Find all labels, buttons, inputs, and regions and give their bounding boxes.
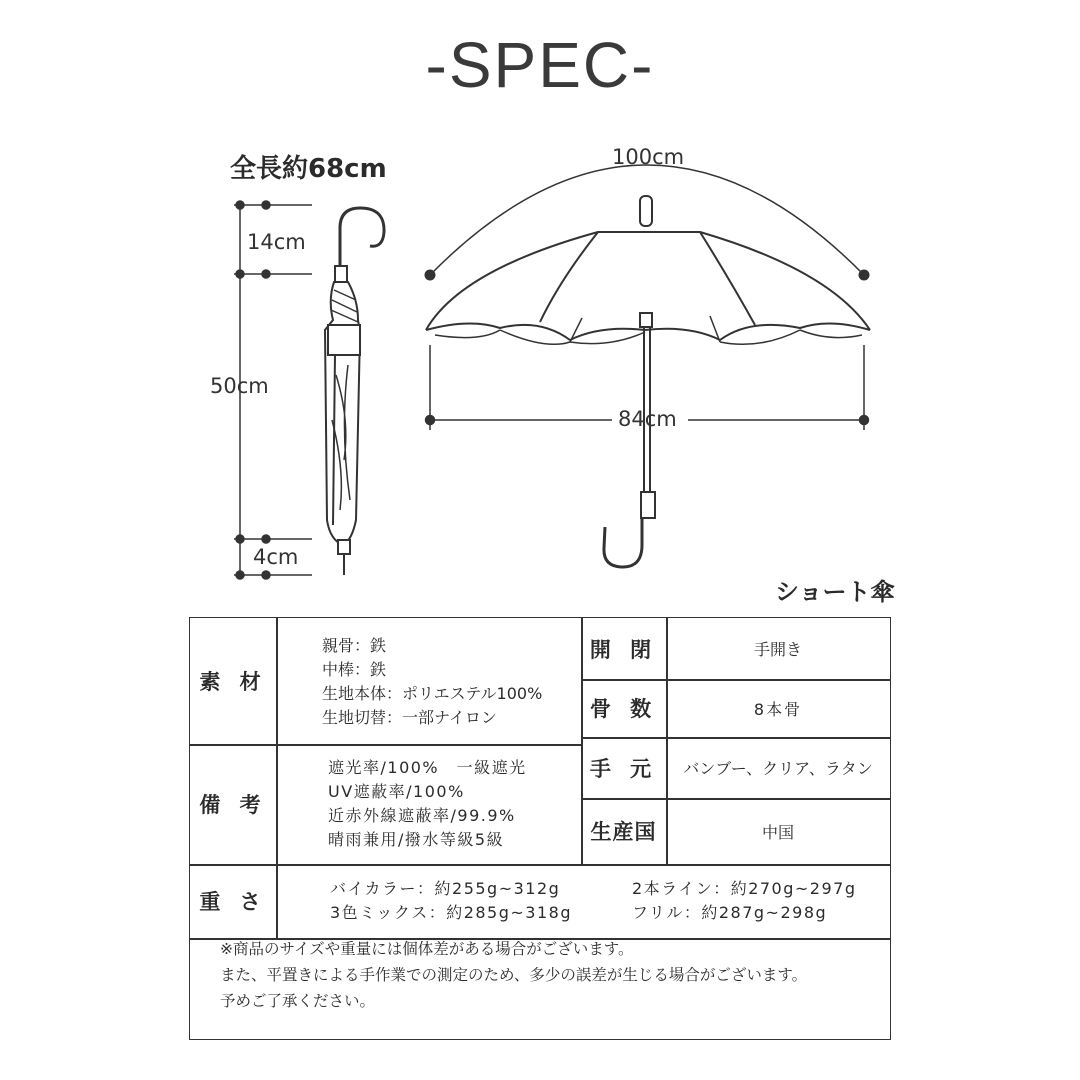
body-length-label: 50cm [210, 374, 269, 398]
notes-line: UV遮蔽率/100% [328, 782, 465, 801]
disclaimer-line: ※商品のサイズや重量には個体差がある場合がございます。 [220, 940, 634, 958]
umbrella-type-label: ショート傘 [775, 578, 895, 606]
tip-length-label: 4cm [253, 545, 299, 569]
open-close-value: 手開き [753, 640, 802, 659]
disclaimer-line: また、平置きによる手作業での測定のため、多少の誤差が生じる場合がございます。 [220, 966, 808, 984]
weight-col1 [330, 877, 572, 925]
origin-header: 生産国 [590, 820, 657, 844]
notes-header: 備 考 [199, 793, 267, 817]
notes-details [328, 756, 527, 852]
notes-line: 晴雨兼用/撥水等級5級 [328, 830, 505, 849]
material-line: 生地本体：ポリエステル100% [322, 684, 543, 703]
weight-header: 重 さ [199, 890, 267, 914]
weight-line: フリル：約287g~298g [632, 903, 828, 922]
material-line: 中棒：鉄 [322, 660, 387, 679]
total-length-label: 全長約68cm [230, 154, 387, 184]
open-close-header: 開 閉 [589, 637, 658, 662]
ribs-header: 骨 数 [589, 697, 658, 721]
notes-line: 遮光率/100% 一級遮光 [328, 758, 527, 777]
material-details [322, 634, 542, 730]
disclaimer [220, 936, 807, 1014]
weight-line: 3色ミックス：約285g~318g [330, 903, 572, 922]
span-width-label: 84cm [618, 407, 677, 431]
spec-table [189, 617, 891, 1040]
material-line: 生地切替：一部ナイロン [322, 708, 497, 727]
origin-value: 中国 [761, 822, 794, 842]
open-umbrella [426, 165, 871, 567]
page-title: -SPEC- [425, 29, 655, 101]
weight-col2 [632, 877, 857, 925]
closed-umbrella [325, 208, 384, 575]
disclaimer-line: 予めご了承ください。 [220, 992, 376, 1010]
weight-line: 2本ライン：約270g~297g [632, 879, 857, 898]
handle-length-label: 14cm [247, 230, 306, 254]
material-header: 素 材 [199, 670, 267, 694]
weight-line: バイカラー：約255g~312g [330, 879, 561, 898]
notes-line: 近赤外線遮蔽率/99.9% [328, 806, 516, 825]
arc-length-label: 100cm [612, 145, 685, 169]
handle-header: 手 元 [589, 756, 658, 781]
handle-value: バンブー、クリア、ラタン [683, 759, 873, 778]
material-line: 親骨：鉄 [322, 636, 387, 655]
ribs-value: 8本骨 [753, 699, 803, 719]
